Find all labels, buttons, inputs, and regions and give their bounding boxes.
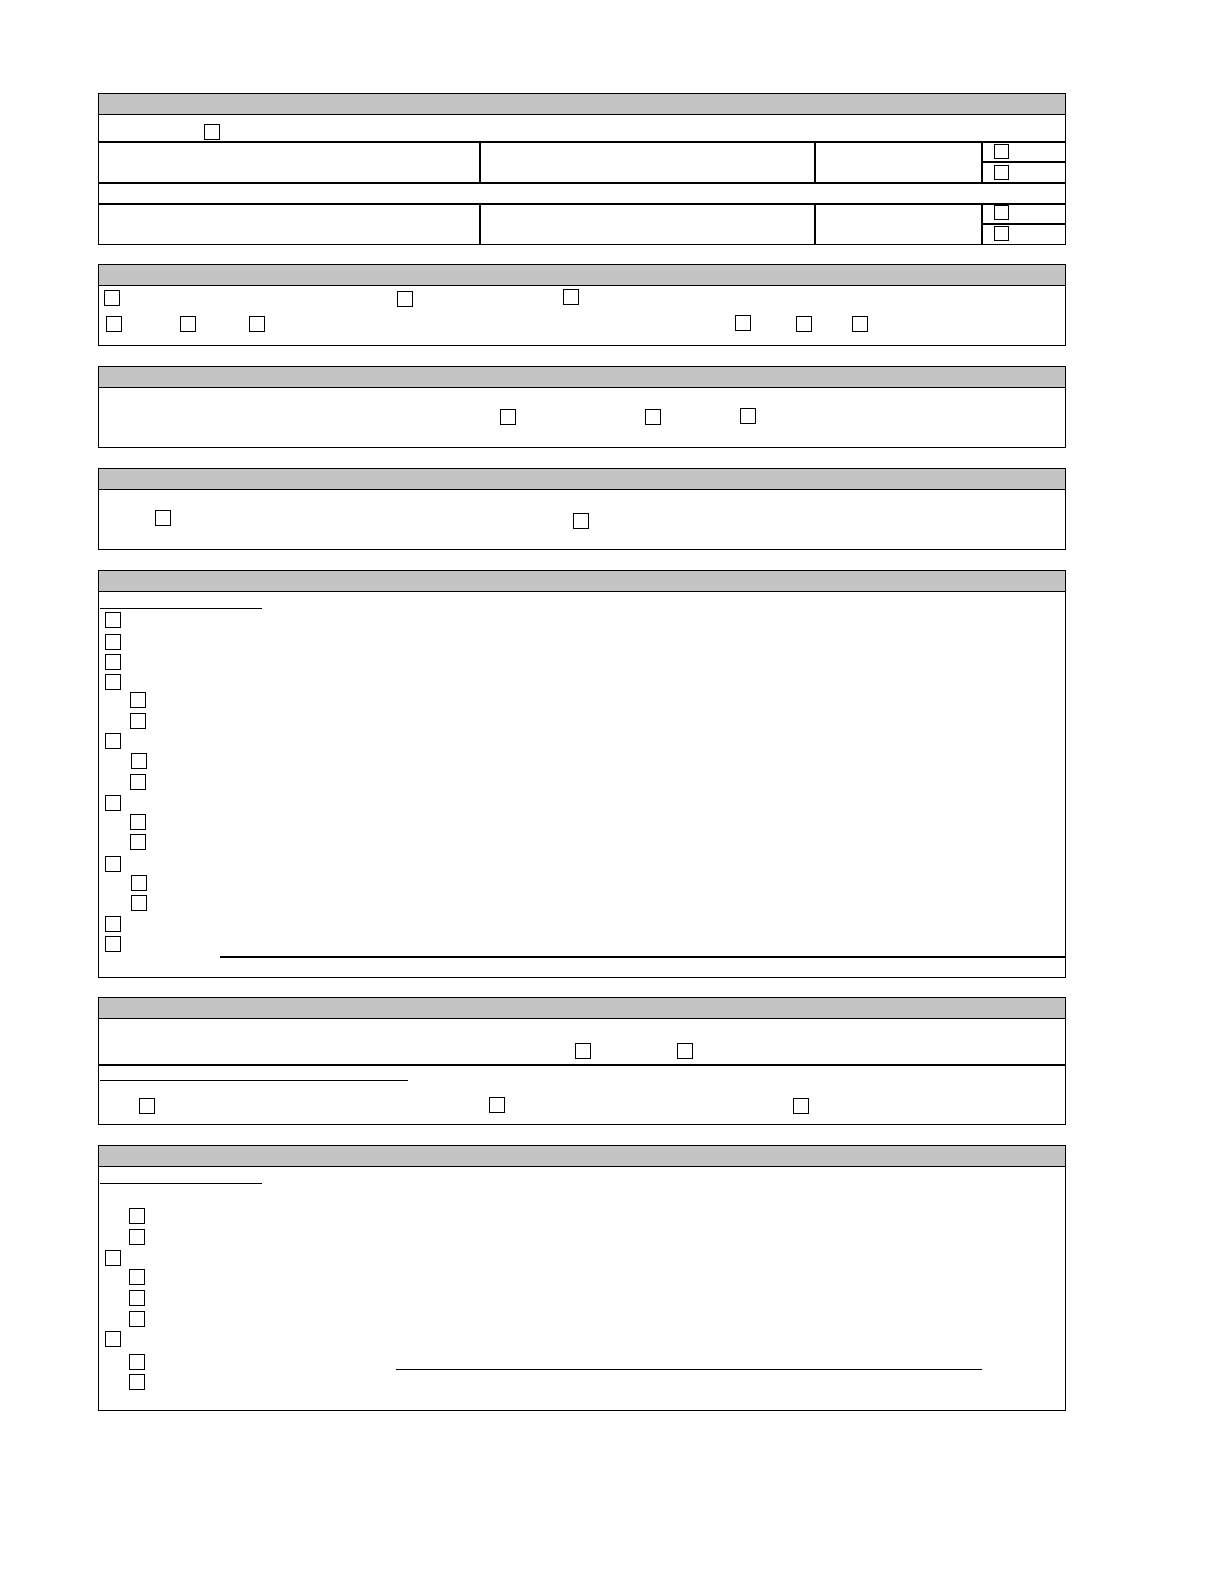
sub-list-checkbox[interactable] bbox=[130, 692, 146, 708]
option-checkbox[interactable] bbox=[994, 226, 1009, 241]
field-cell[interactable] bbox=[816, 142, 982, 182]
column-divider bbox=[814, 141, 816, 182]
sub-list-checkbox[interactable] bbox=[129, 1354, 145, 1370]
sub-list-checkbox[interactable] bbox=[130, 713, 146, 729]
sub-list-checkbox[interactable] bbox=[129, 1374, 145, 1390]
option-checkbox[interactable] bbox=[994, 205, 1009, 220]
section-2-header bbox=[98, 264, 1066, 286]
column-divider bbox=[814, 203, 816, 245]
checkbox[interactable] bbox=[249, 316, 265, 332]
subheading-underline bbox=[100, 1080, 408, 1081]
list-checkbox[interactable] bbox=[105, 674, 121, 690]
section-2-title bbox=[99, 267, 105, 281]
sub-list-checkbox[interactable] bbox=[129, 1311, 145, 1327]
checkbox[interactable] bbox=[793, 1098, 809, 1114]
column-divider bbox=[479, 141, 481, 182]
checkbox[interactable] bbox=[740, 408, 756, 424]
sub-list-checkbox[interactable] bbox=[131, 895, 147, 911]
checkbox[interactable] bbox=[139, 1098, 155, 1114]
field-cell[interactable] bbox=[99, 204, 479, 244]
section-3-title bbox=[99, 369, 105, 383]
checkbox[interactable] bbox=[645, 409, 661, 425]
section-4-title bbox=[99, 471, 105, 485]
section-7 bbox=[98, 1145, 1066, 1411]
sub-list-checkbox[interactable] bbox=[129, 1208, 145, 1224]
column-divider bbox=[479, 203, 481, 245]
option-checkbox[interactable] bbox=[994, 144, 1009, 159]
sub-list-checkbox[interactable] bbox=[129, 1229, 145, 1245]
section-5-title bbox=[99, 573, 105, 587]
row-divider bbox=[98, 182, 1066, 184]
section-1-header bbox=[98, 93, 1066, 115]
section-1-title bbox=[99, 96, 105, 110]
checkbox[interactable] bbox=[796, 316, 812, 332]
field-cell[interactable] bbox=[481, 142, 814, 182]
list-checkbox[interactable] bbox=[105, 612, 121, 628]
subheading-underline bbox=[100, 1183, 262, 1184]
list-checkbox[interactable] bbox=[105, 916, 121, 932]
subheading-underline bbox=[100, 608, 262, 609]
checkbox[interactable] bbox=[573, 513, 589, 529]
list-checkbox[interactable] bbox=[105, 733, 121, 749]
list-checkbox[interactable] bbox=[105, 1331, 121, 1347]
sub-list-checkbox[interactable] bbox=[129, 1269, 145, 1285]
sub-list-checkbox[interactable] bbox=[129, 1290, 145, 1306]
option-checkbox[interactable] bbox=[994, 165, 1009, 180]
option-divider bbox=[981, 223, 1066, 225]
list-checkbox[interactable] bbox=[105, 856, 121, 872]
section-3-header bbox=[98, 366, 1066, 388]
list-checkbox[interactable] bbox=[105, 634, 121, 650]
checkbox[interactable] bbox=[489, 1097, 505, 1113]
checkbox[interactable] bbox=[735, 315, 751, 331]
section-1-checkbox[interactable] bbox=[204, 124, 220, 140]
checkbox[interactable] bbox=[575, 1043, 591, 1059]
specify-line[interactable] bbox=[396, 1369, 982, 1370]
list-checkbox[interactable] bbox=[105, 654, 121, 670]
checkbox[interactable] bbox=[397, 291, 413, 307]
sub-list-checkbox[interactable] bbox=[130, 834, 146, 850]
section-6-title bbox=[99, 1000, 105, 1014]
list-checkbox[interactable] bbox=[105, 936, 121, 952]
checkbox[interactable] bbox=[852, 316, 868, 332]
section-6-header bbox=[98, 997, 1066, 1019]
other-specify-line[interactable] bbox=[220, 956, 1066, 958]
section-7-header bbox=[98, 1145, 1066, 1167]
checkbox[interactable] bbox=[677, 1043, 693, 1059]
option-divider bbox=[981, 161, 1066, 163]
checkbox[interactable] bbox=[563, 289, 579, 305]
checkbox[interactable] bbox=[106, 316, 122, 332]
sub-list-checkbox[interactable] bbox=[131, 753, 147, 769]
field-cell[interactable] bbox=[481, 204, 814, 244]
field-cell[interactable] bbox=[99, 142, 479, 182]
checkbox[interactable] bbox=[155, 510, 171, 526]
section-5-header bbox=[98, 570, 1066, 592]
sub-list-checkbox[interactable] bbox=[130, 814, 146, 830]
checkbox[interactable] bbox=[180, 316, 196, 332]
checkbox[interactable] bbox=[104, 290, 120, 306]
field-cell[interactable] bbox=[816, 204, 982, 244]
list-checkbox[interactable] bbox=[105, 795, 121, 811]
checkbox[interactable] bbox=[500, 409, 516, 425]
sub-list-checkbox[interactable] bbox=[131, 875, 147, 891]
section-5 bbox=[98, 570, 1066, 978]
list-checkbox[interactable] bbox=[105, 1250, 121, 1266]
section-4-header bbox=[98, 468, 1066, 490]
row-divider bbox=[98, 1064, 1066, 1066]
section-7-title bbox=[99, 1148, 105, 1162]
sub-list-checkbox[interactable] bbox=[130, 774, 146, 790]
